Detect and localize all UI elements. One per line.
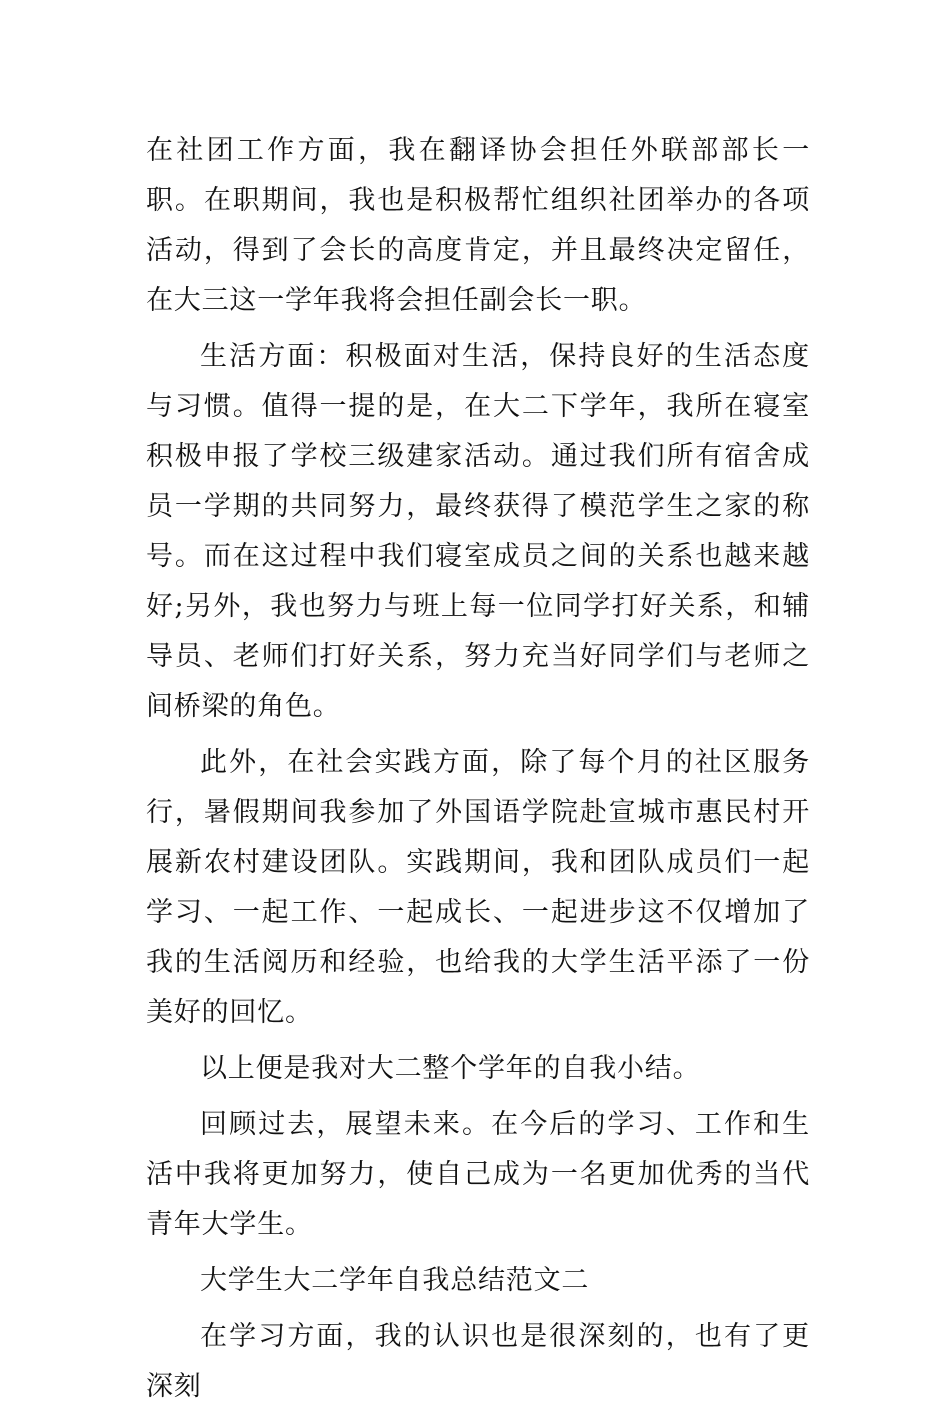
paragraph-social-practice: 此外，在社会实践方面，除了每个月的社区服务行，暑假期间我参加了外国语学院赴宣城市惠民村开展新农村建设团队。实践期间，我和团队成员们一起学习、一起工作、一起成长、一起进步这不仅增加了我的生活阅历和经验，也给我的大学生活平添了一份美好的回忆。 xyxy=(146,747,810,1028)
paragraph-outlook: 回顾过去，展望未来。在今后的学习、工作和生活中我将更加努力，使自己成为一名更加优秀的当代青年大学生。 xyxy=(146,1109,810,1240)
section-heading: 大学生大二学年自我总结范文二 xyxy=(200,1265,590,1296)
paragraph-life: 生活方面：积极面对生活，保持良好的生活态度与习惯。值得一提的是，在大二下学年，我所在寝室积极申报了学校三级建家活动。通过我们所有宿舍成员一学期的共同努力，最终获得了模范学生之家的称号。而在这过程中我们寝室成员之间的关系也越来越好;另外，我也努力与班上每一位同学打好关系，和辅导员、老师们打好关系，努力充当好同学们与老师之间桥梁的角色。 xyxy=(146,341,810,722)
paragraph-summary: 以上便是我对大二整个学年的自我小结。 xyxy=(200,1053,701,1084)
paragraph-club-work: 在社团工作方面，我在翻译协会担任外联部部长一职。在职期间，我也是积极帮忙组织社团举办的各项活动，得到了会长的高度肯定，并且最终决定留任，在大三这一学年我将会担任副会长一职。 xyxy=(146,135,810,316)
document-body xyxy=(146,126,810,1418)
paragraph-study: 在学习方面，我的认识也是很深刻的，也有了更深刻 xyxy=(146,1321,810,1402)
